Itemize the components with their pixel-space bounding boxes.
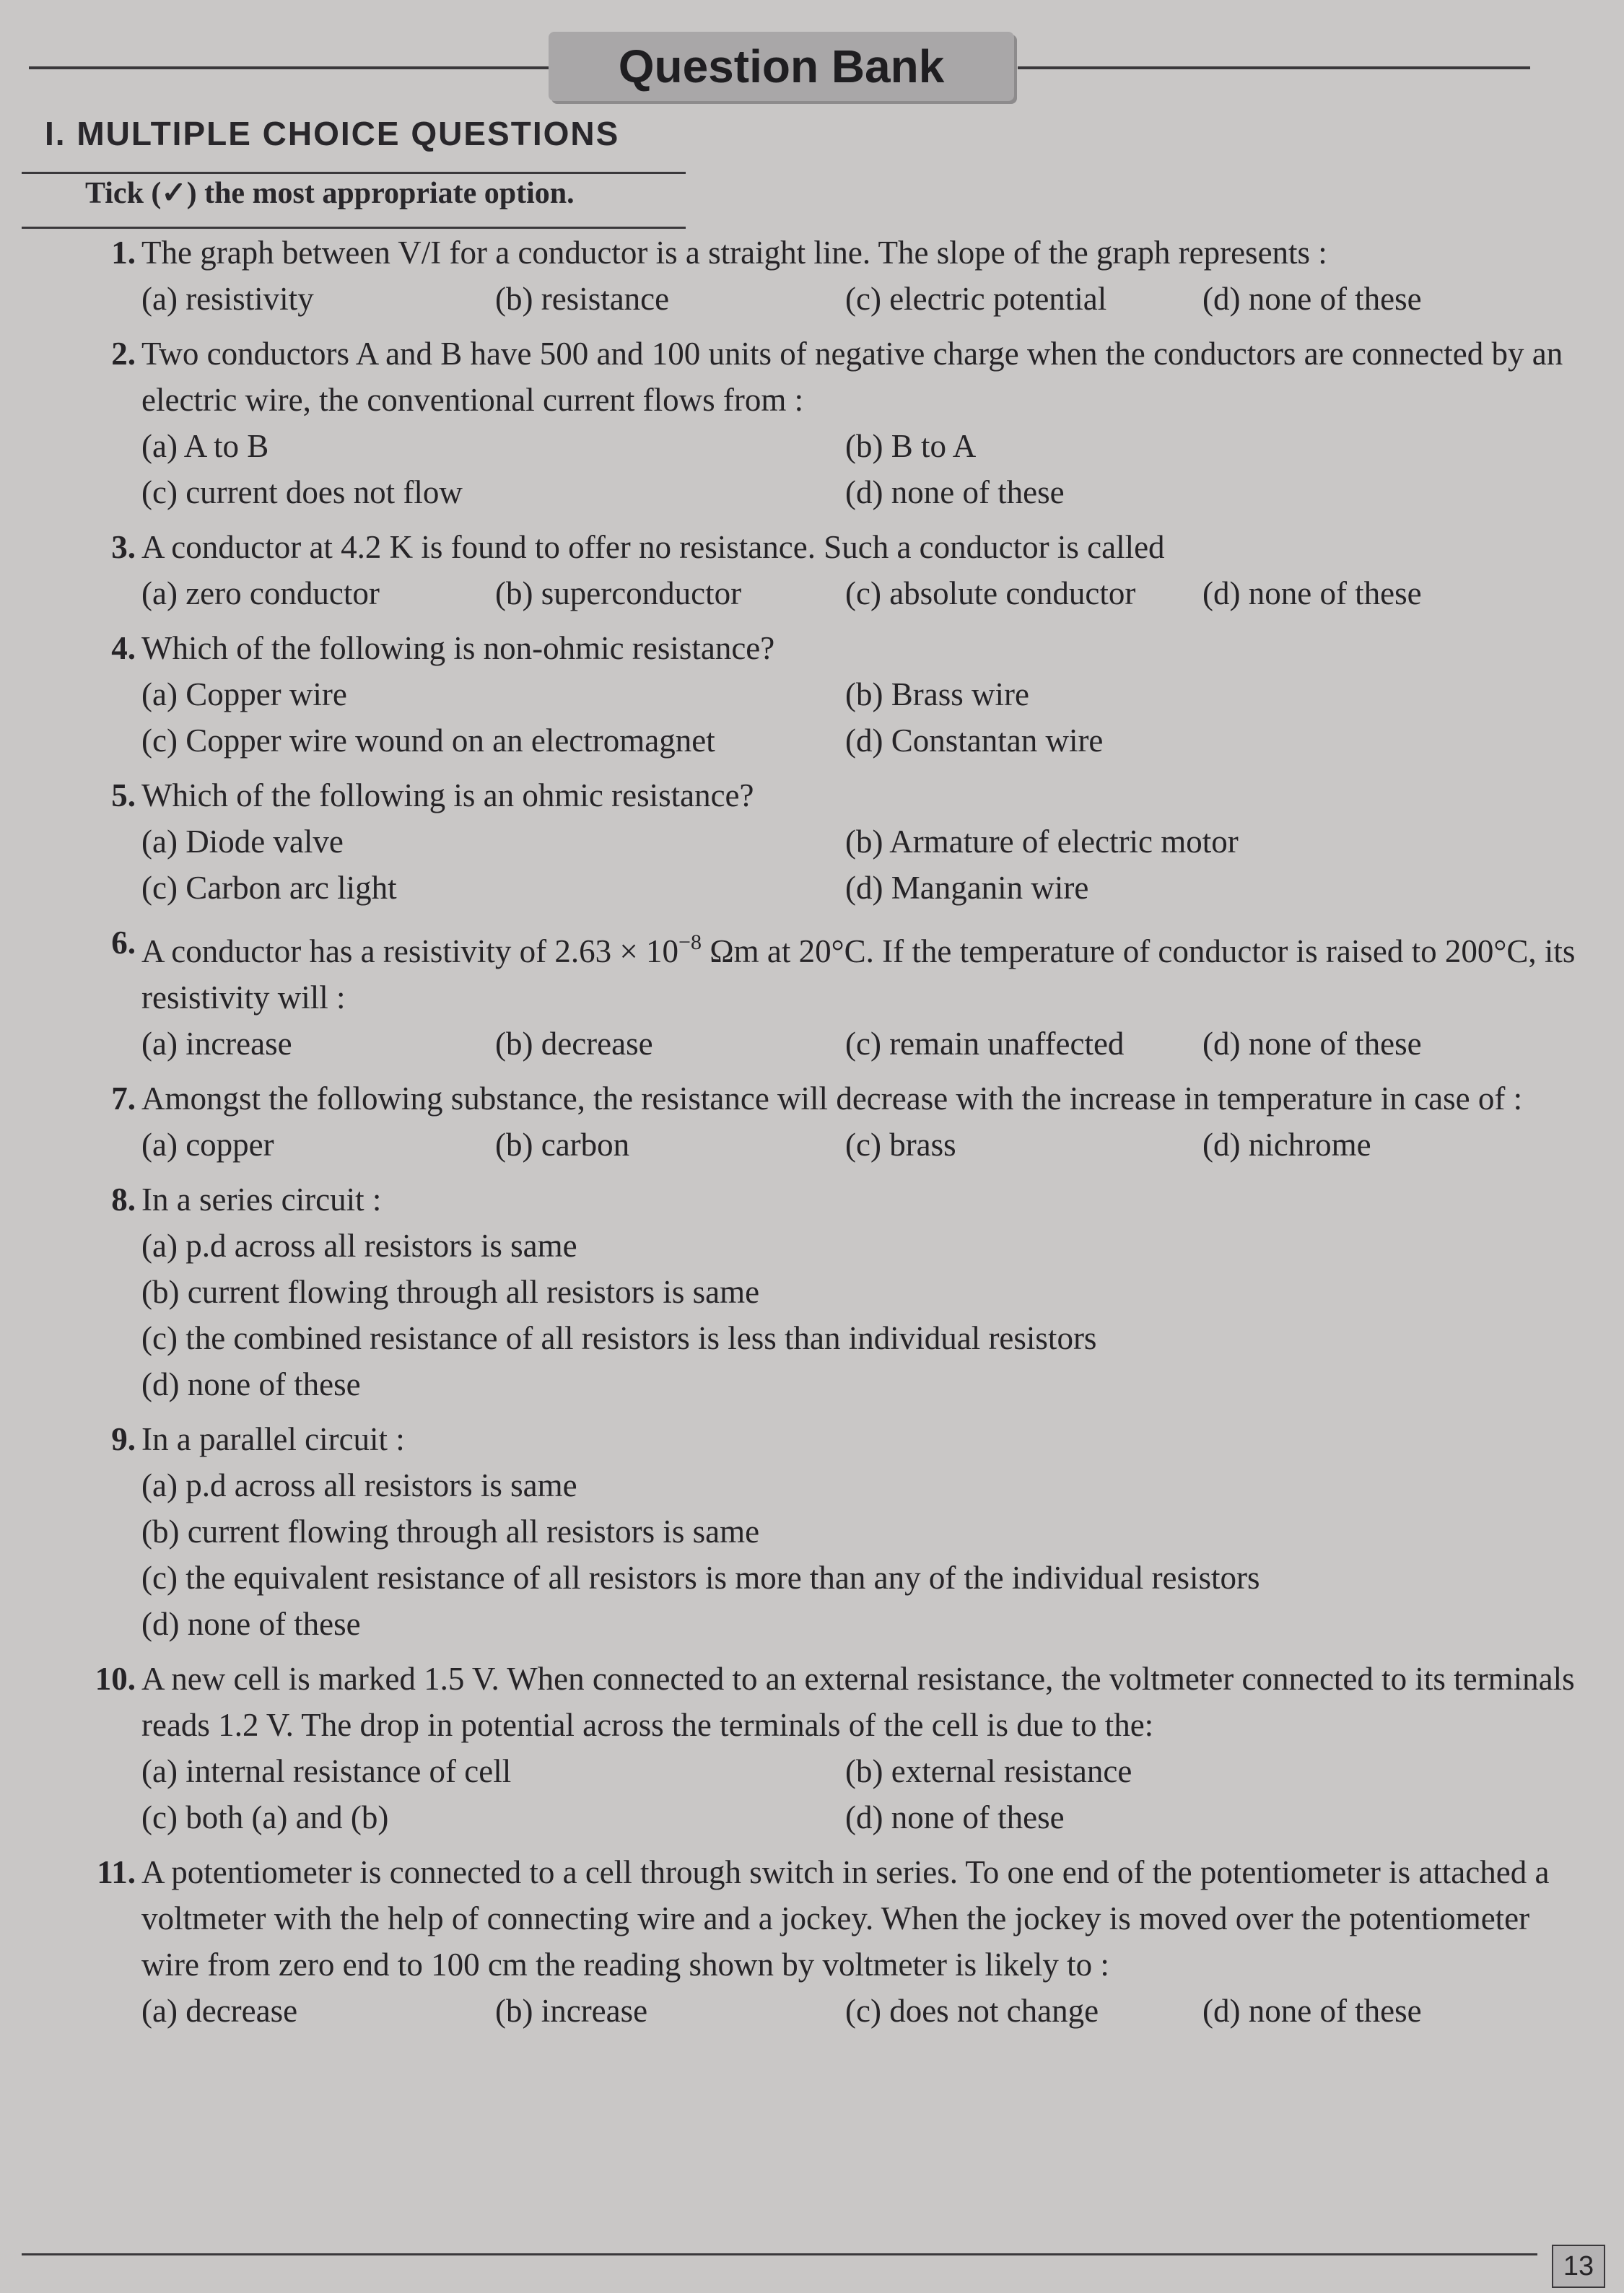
options (141, 1021, 1581, 1067)
option-b[interactable]: (b) current flowing through all resistors is same (141, 1274, 760, 1310)
option-c[interactable]: (c) Copper wire wound on an electromagnet (141, 722, 715, 759)
option-b[interactable]: (b) superconductor (495, 575, 742, 611)
question-text-before: A conductor has a resistivity of 2.63 × 10 (141, 933, 679, 969)
option-a[interactable]: (a) increase (141, 1026, 292, 1062)
question-number: 4. (111, 630, 136, 666)
question-3 (0, 524, 1624, 616)
option-c[interactable]: (c) does not change (845, 1993, 1099, 2029)
options (141, 570, 1581, 616)
question-2 (0, 331, 1624, 515)
option-c[interactable]: (c) current does not flow (141, 474, 463, 510)
question-1 (0, 230, 1624, 322)
question-text: Two conductors A and B have 500 and 100 units of negative charge when the conductors are connected by an electric wire, the conventional current flows from : (141, 336, 1563, 418)
question-list (0, 230, 1624, 2043)
options (141, 818, 1581, 911)
option-a[interactable]: (a) copper (141, 1127, 274, 1163)
option-d[interactable]: (d) none of these (141, 1366, 361, 1402)
instruction: Tick (✓) the most appropriate option. (85, 177, 575, 210)
question-text: Which of the following is non-ohmic resistance? (141, 630, 775, 666)
question-text: A new cell is marked 1.5 V. When connected to an external resistance, the voltmeter connected to its terminals reads 1.2 V. The drop in potential across the terminals of the cell is due to the: (141, 1661, 1575, 1743)
option-a[interactable]: (a) Diode valve (141, 824, 344, 860)
question-number: 3. (111, 529, 136, 565)
question-number: 6. (111, 925, 136, 961)
header-rule-left (29, 66, 549, 69)
question-10 (0, 1656, 1624, 1840)
option-b[interactable]: (b) resistance (495, 281, 670, 317)
instruction-rule-bottom (22, 227, 686, 229)
option-d[interactable]: (d) Manganin wire (845, 870, 1089, 906)
question-number: 2. (111, 336, 136, 372)
option-a[interactable]: (a) resistivity (141, 281, 314, 317)
option-b[interactable]: (b) increase (495, 1993, 648, 2029)
option-b[interactable]: (b) Armature of electric motor (845, 824, 1239, 860)
option-d[interactable]: (d) none of these (1202, 1993, 1422, 2029)
option-d[interactable]: (d) none of these (845, 1799, 1065, 1835)
question-4 (0, 625, 1624, 764)
options (141, 276, 1581, 322)
exponent: −8 (678, 930, 702, 954)
question-11 (0, 1849, 1624, 2034)
option-d[interactable]: (d) none of these (141, 1606, 361, 1642)
question-5 (0, 772, 1624, 911)
question-number: 8. (111, 1182, 136, 1218)
question-number: 11. (97, 1854, 136, 1890)
question-7 (0, 1075, 1624, 1168)
question-number: 7. (111, 1080, 136, 1117)
question-number: 9. (111, 1421, 136, 1457)
option-b[interactable]: (b) current flowing through all resistors is same (141, 1514, 760, 1550)
option-c[interactable]: (c) the combined resistance of all resistors is less than individual resistors (141, 1320, 1097, 1356)
option-b[interactable]: (b) decrease (495, 1026, 653, 1062)
option-d[interactable]: (d) Constantan wire (845, 722, 1104, 759)
options (141, 1462, 1581, 1647)
question-text: Amongst the following substance, the resistance will decrease with the increase in temperature in case of : (141, 1080, 1523, 1117)
option-a[interactable]: (a) p.d across all resistors is same (141, 1467, 577, 1503)
option-b[interactable]: (b) carbon (495, 1127, 630, 1163)
options (141, 671, 1581, 764)
question-number: 5. (111, 777, 136, 813)
option-c[interactable]: (c) the equivalent resistance of all resistors is more than any of the individual resistors (141, 1560, 1260, 1596)
option-c[interactable]: (c) remain unaffected (845, 1026, 1125, 1062)
option-d[interactable]: (d) none of these (1202, 281, 1422, 317)
options (141, 1748, 1581, 1840)
option-d[interactable]: (d) none of these (1202, 1026, 1422, 1062)
option-c[interactable]: (c) Carbon arc light (141, 870, 397, 906)
option-d[interactable]: (d) none of these (1202, 575, 1422, 611)
options (141, 1988, 1581, 2034)
question-number: 10. (95, 1661, 136, 1697)
option-c[interactable]: (c) brass (845, 1127, 956, 1163)
section-heading: I. MULTIPLE CHOICE QUESTIONS (45, 115, 620, 152)
option-d[interactable]: (d) nichrome (1202, 1127, 1371, 1163)
options (141, 1122, 1581, 1168)
question-number: 1. (111, 235, 136, 271)
question-text-after: Ωm at 20°C. If the temperature of conductor is raised to 200°C, its resistivity will : (141, 933, 1576, 1016)
question-text: A conductor at 4.2 K is found to offer no resistance. Such a conductor is called (141, 529, 1165, 565)
option-a[interactable]: (a) internal resistance of cell (141, 1753, 512, 1789)
option-c[interactable]: (c) both (a) and (b) (141, 1799, 389, 1835)
options (141, 1223, 1581, 1407)
question-text: In a parallel circuit : (141, 1421, 405, 1457)
question-9 (0, 1416, 1624, 1647)
option-a[interactable]: (a) decrease (141, 1993, 298, 2029)
option-c[interactable]: (c) electric potential (845, 281, 1107, 317)
question-text: In a series circuit : (141, 1182, 382, 1218)
footer-rule (22, 2253, 1537, 2255)
question-text: A potentiometer is connected to a cell through switch in series. To one end of the potentiometer is attached a voltmeter with the help of connecting wire and a jockey. When the jockey is moved over the potentiometer wire from zero end to 100 cm the reading shown by voltmeter is likely to : (141, 1854, 1550, 1983)
options (141, 423, 1581, 515)
header-rule-right (1018, 66, 1530, 69)
option-a[interactable]: (a) zero conductor (141, 575, 380, 611)
option-b[interactable]: (b) B to A (845, 428, 977, 464)
option-b[interactable]: (b) external resistance (845, 1753, 1132, 1789)
option-c[interactable]: (c) absolute conductor (845, 575, 1136, 611)
page-title: Question Bank (549, 32, 1014, 101)
option-a[interactable]: (a) p.d across all resistors is same (141, 1228, 577, 1264)
page-number: 13 (1552, 2245, 1605, 2288)
option-a[interactable]: (a) A to B (141, 428, 269, 464)
option-b[interactable]: (b) Brass wire (845, 676, 1029, 712)
instruction-rule-top (22, 172, 686, 174)
question-8 (0, 1176, 1624, 1407)
question-text (141, 920, 1581, 1021)
question-6 (0, 920, 1624, 1067)
question-text: Which of the following is an ohmic resistance? (141, 777, 754, 813)
question-text: The graph between V/I for a conductor is a straight line. The slope of the graph represents : (141, 235, 1327, 271)
option-d[interactable]: (d) none of these (845, 474, 1065, 510)
option-a[interactable]: (a) Copper wire (141, 676, 347, 712)
